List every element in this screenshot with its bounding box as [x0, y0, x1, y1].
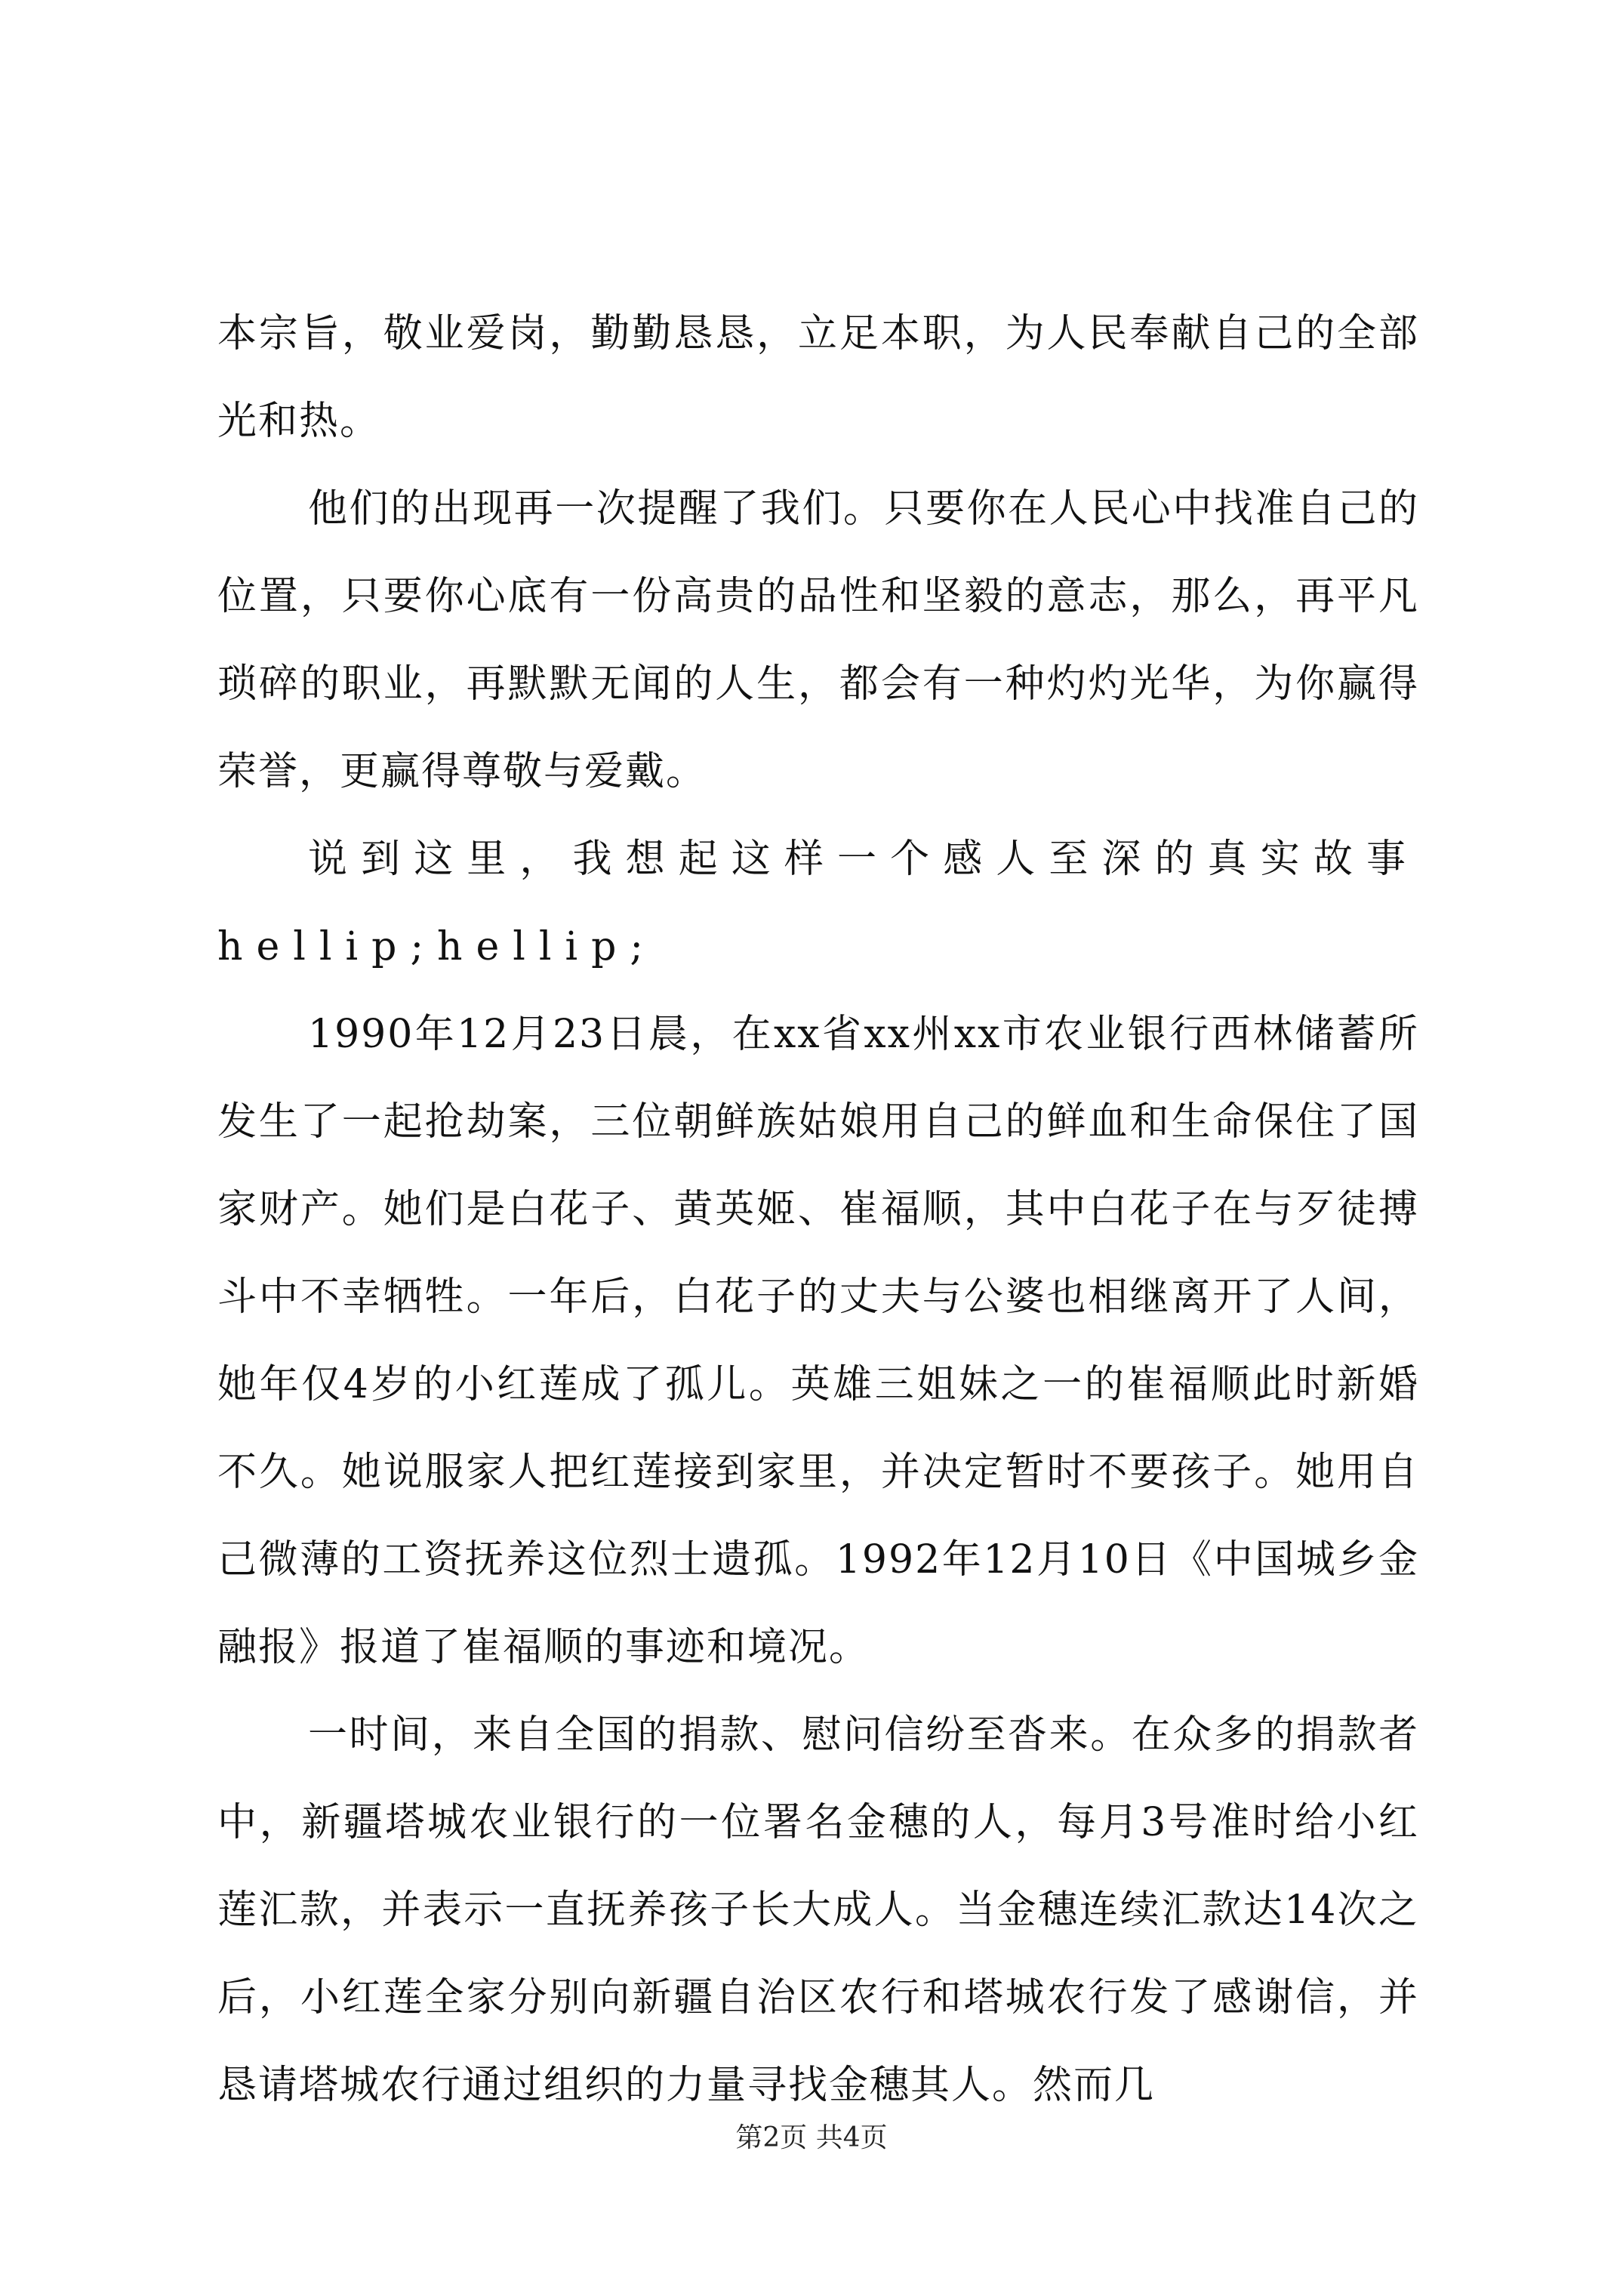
paragraph-robbery-account: 1990年12月23日晨，在xx省xx州xx市农业银行西林储蓄所发生了一起抢劫案，三位朝鲜族姑娘用自己的鲜血和生命保住了国家财产。她们是白花子、黄英姬、崔福顺，其中白花子在与歹徒搏斗中不幸牺牲。一年后，白花子的丈夫与公婆也相继离开了人间，她年仅4岁的小红莲成了孤儿。英雄三姐妹之一的崔福顺此时新婚不久。她说服家人把红莲接到家里，并决定暂时不要孩子。她用自己微薄的工资抚养这位烈士遗孤。1992年12月10日《中国城乡金融报》报道了崔福顺的事迹和境况。 [217, 1012, 1419, 1670]
paragraph-reminder: 他们的出现再一次提醒了我们。只要你在人民心中找准自己的位置，只要你心底有一份高贵的品性和坚毅的意志，那么，再平凡琐碎的职业，再默默无闻的人生，都会有一种灼灼光华，为你赢得荣誉，更赢得尊敬与爱戴。 [217, 486, 1419, 794]
paragraph-story-intro: 说到这里，我想起这样一个感人至深的真实故事hellip;hellip; [217, 837, 1419, 969]
paragraph-continuation: 本宗旨，敬业爱岗，勤勤恳恳，立足本职，为人民奉献自己的全部光和热。 [217, 311, 1419, 444]
page-number-footer: 第2页 共4页 [735, 2122, 888, 2153]
document-body [217, 290, 1419, 2129]
paragraph-donations: 一时间，来自全国的捐款、慰问信纷至沓来。在众多的捐款者中，新疆塔城农业银行的一位署名金穗的人，每月3号准时给小红莲汇款，并表示一直抚养孩子长大成人。当金穗连续汇款达14次之后，小红莲全家分别向新疆自治区农行和塔城农行发了感谢信，并恳请塔城农行通过组织的力量寻找金穗其人。然而几 [217, 1712, 1419, 2108]
